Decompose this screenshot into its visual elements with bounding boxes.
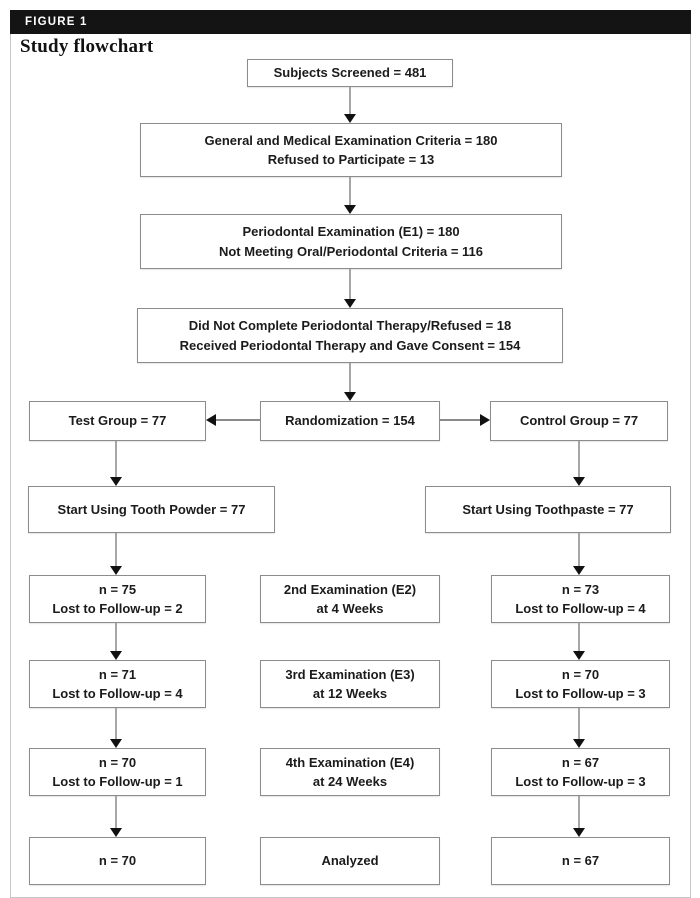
- flow-box-test-e4: [29, 748, 206, 796]
- connector-line: [349, 363, 351, 392]
- figure-label: FIGURE 1: [25, 16, 88, 28]
- flow-box-start-tooth-powder: [28, 486, 275, 533]
- connector-line: [440, 419, 480, 421]
- box-text: n = 75: [98, 581, 137, 597]
- flow-box-test-analyzed-n: [29, 837, 206, 885]
- box-text: Control Group = 77: [519, 413, 639, 429]
- flow-box-test-group: [29, 401, 206, 441]
- box-text: n = 71: [98, 666, 137, 682]
- arrow-down-icon: [110, 566, 122, 575]
- box-text: Test Group = 77: [68, 413, 167, 429]
- connector-line: [578, 441, 580, 477]
- flow-box-exam-e2: [260, 575, 440, 623]
- box-text: Lost to Follow-up = 3: [515, 686, 646, 701]
- flow-box-periodontal-therapy: [137, 308, 563, 363]
- box-text: General and Medical Examination Criteria = 180: [204, 132, 498, 148]
- arrow-down-icon: [573, 739, 585, 748]
- connector-line: [115, 441, 117, 477]
- box-text: Lost to Follow-up = 4: [52, 686, 183, 701]
- flow-box-exam-e3: [260, 660, 440, 708]
- box-text: Lost to Follow-up = 1: [52, 774, 183, 789]
- arrow-left-icon: [206, 414, 216, 426]
- box-text: Received Periodontal Therapy and Gave Consent = 154: [179, 337, 521, 353]
- flow-box-control-e4: [491, 748, 670, 796]
- arrow-down-icon: [344, 299, 356, 308]
- arrow-down-icon: [110, 651, 122, 660]
- box-text: Start Using Toothpaste = 77: [462, 501, 634, 517]
- box-text: n = 70: [98, 853, 137, 869]
- flow-box-subjects-screened: [247, 59, 453, 87]
- arrow-down-icon: [573, 651, 585, 660]
- box-text: Lost to Follow-up = 3: [515, 774, 646, 789]
- box-text: Randomization = 154: [285, 413, 415, 429]
- flow-box-control-group: [490, 401, 668, 441]
- box-text: Periodontal Examination (E1) = 180: [242, 224, 460, 239]
- box-text: at 24 Weeks: [312, 774, 388, 789]
- arrow-down-icon: [344, 205, 356, 214]
- connector-line: [349, 87, 351, 114]
- box-text: Analyzed: [321, 853, 379, 869]
- box-text: n = 67: [561, 754, 600, 770]
- flow-box-control-e2: [491, 575, 670, 623]
- box-text: n = 67: [561, 853, 600, 869]
- connector-line: [216, 419, 260, 421]
- box-text: Subjects Screened = 481: [273, 65, 427, 81]
- flow-box-start-toothpaste: [425, 486, 671, 533]
- connector-line: [578, 533, 580, 566]
- arrow-down-icon: [573, 477, 585, 486]
- arrow-right-icon: [480, 414, 490, 426]
- flow-box-randomization: [260, 401, 440, 441]
- connector-line: [349, 269, 351, 299]
- flow-box-analyzed-label: [260, 837, 440, 885]
- box-text: 2nd Examination (E2): [283, 581, 417, 597]
- arrow-down-icon: [344, 392, 356, 401]
- arrow-down-icon: [344, 114, 356, 123]
- box-text: Did Not Complete Periodontal Therapy/Refused = 18: [188, 318, 512, 333]
- flow-box-control-e3: [491, 660, 670, 708]
- connector-line: [115, 533, 117, 566]
- arrow-down-icon: [110, 828, 122, 837]
- box-text: Lost to Follow-up = 2: [52, 601, 183, 616]
- connector-line: [578, 623, 580, 651]
- connector-line: [578, 708, 580, 739]
- box-text: n = 70: [98, 754, 137, 770]
- box-text: Lost to Follow-up = 4: [515, 601, 646, 616]
- connector-line: [578, 796, 580, 828]
- flow-box-periodontal-exam: [140, 214, 562, 269]
- arrow-down-icon: [573, 566, 585, 575]
- figure-title: Study flowchart: [20, 36, 154, 57]
- connector-line: [115, 796, 117, 828]
- flow-box-exam-e4: [260, 748, 440, 796]
- box-text: n = 73: [561, 581, 600, 597]
- flow-box-test-e3: [29, 660, 206, 708]
- flow-box-control-analyzed-n: [491, 837, 670, 885]
- box-text: 3rd Examination (E3): [285, 666, 415, 682]
- arrow-down-icon: [110, 477, 122, 486]
- box-text: Refused to Participate = 13: [267, 152, 435, 167]
- box-text: Not Meeting Oral/Periodontal Criteria = 116: [218, 243, 484, 259]
- box-text: 4th Examination (E4): [285, 754, 415, 770]
- box-text: at 12 Weeks: [312, 686, 388, 701]
- connector-line: [349, 177, 351, 205]
- arrow-down-icon: [573, 828, 585, 837]
- flow-box-test-e2: [29, 575, 206, 623]
- box-text: at 4 Weeks: [316, 601, 384, 616]
- box-text: n = 70: [561, 666, 600, 682]
- connector-line: [115, 708, 117, 739]
- flow-box-medical-criteria: [140, 123, 562, 177]
- connector-line: [115, 623, 117, 651]
- arrow-down-icon: [110, 739, 122, 748]
- box-text: Start Using Tooth Powder = 77: [57, 501, 246, 517]
- figure-label-bar: [10, 10, 691, 34]
